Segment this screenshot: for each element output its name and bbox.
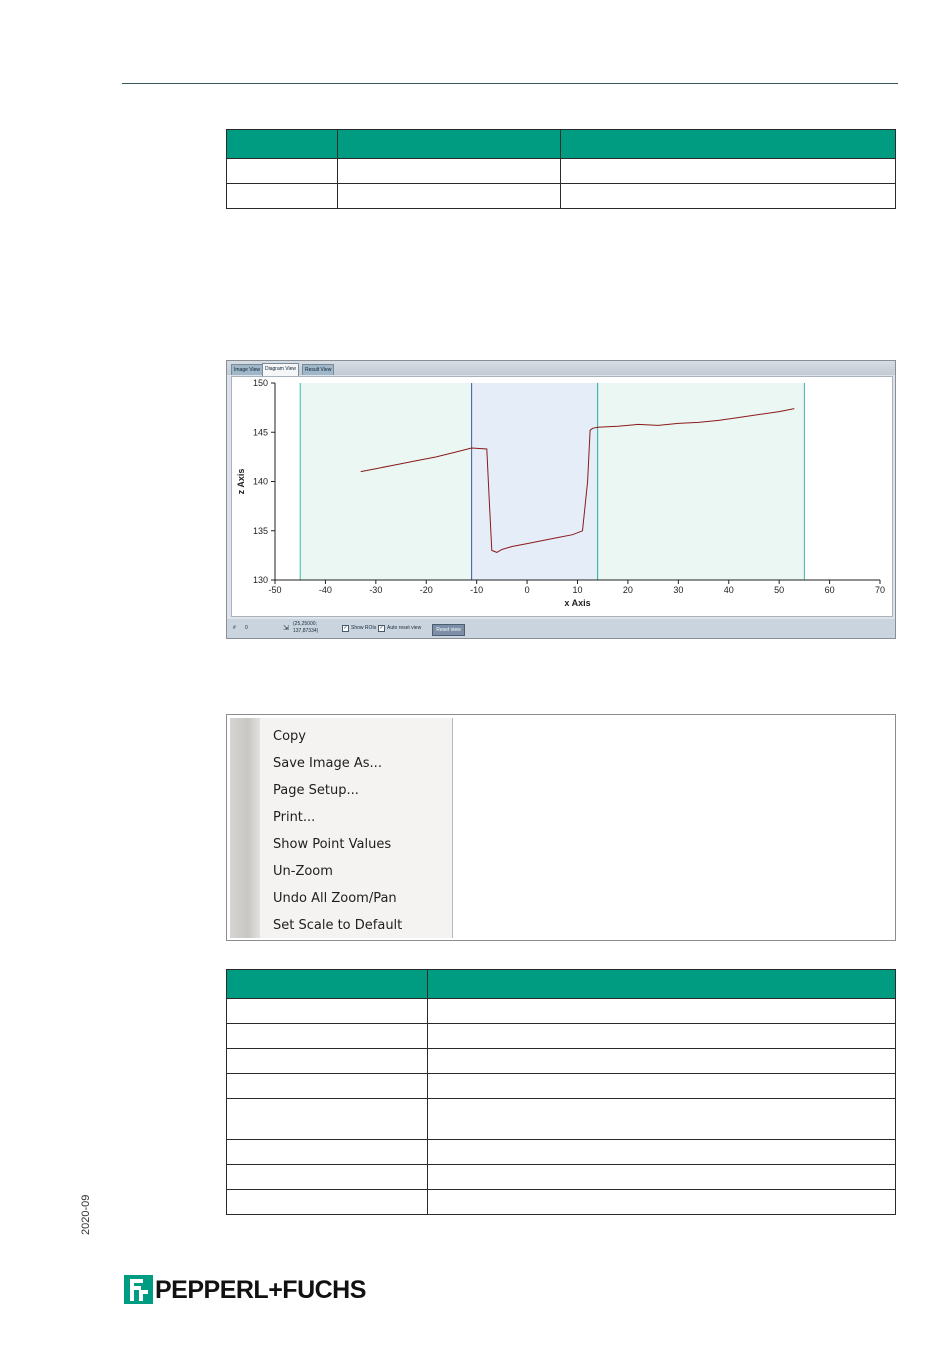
menu-item-un-zoom[interactable]: Un-Zoom bbox=[273, 864, 333, 879]
show-rois-label: Show ROIs bbox=[351, 625, 377, 631]
menu-icon-gutter bbox=[230, 718, 260, 938]
table-cell bbox=[227, 1074, 428, 1099]
table-cell bbox=[227, 184, 338, 209]
table-header-cell bbox=[227, 130, 338, 159]
diagram-view-screenshot bbox=[226, 360, 896, 639]
x-tick-label: -30 bbox=[369, 585, 383, 595]
x-tick-label: -50 bbox=[268, 585, 282, 595]
table-cell bbox=[428, 1140, 896, 1165]
x-tick-label: 40 bbox=[723, 585, 734, 595]
table-row bbox=[227, 1190, 896, 1215]
profile-chart[interactable] bbox=[232, 377, 892, 616]
menu-item-print[interactable]: Print... bbox=[273, 810, 316, 825]
coords-line2: 137,87334) bbox=[293, 628, 319, 634]
auto-reset-label: Auto reset view bbox=[387, 625, 422, 631]
table-header-row bbox=[227, 970, 896, 999]
menu-item-show-point-values[interactable]: Show Point Values bbox=[273, 837, 392, 852]
table-row bbox=[227, 999, 896, 1024]
x-tick-label: 20 bbox=[622, 585, 633, 595]
parameter-table-bottom bbox=[226, 969, 896, 1215]
x-tick-label: -20 bbox=[419, 585, 433, 595]
status-bar bbox=[227, 619, 895, 638]
roi-region-0 bbox=[300, 383, 471, 580]
x-tick-label: -10 bbox=[470, 585, 484, 595]
menu-item-save-image-as[interactable]: Save Image As... bbox=[273, 756, 382, 771]
x-tick-label: 30 bbox=[673, 585, 684, 595]
tab-bar bbox=[227, 361, 895, 375]
coords-line1: (25,25000; bbox=[293, 621, 317, 627]
x-tick-label: 0 bbox=[524, 585, 530, 595]
x-tick-label: 70 bbox=[874, 585, 886, 595]
table-cell bbox=[227, 1024, 428, 1049]
menu-item-copy[interactable]: Copy bbox=[273, 729, 306, 744]
table-cell bbox=[227, 1165, 428, 1190]
header-rule bbox=[122, 83, 898, 84]
table-cell bbox=[428, 1024, 896, 1049]
parameter-table-top bbox=[226, 129, 896, 209]
y-axis-title: z Axis bbox=[236, 468, 246, 495]
x-tick-label: 10 bbox=[572, 585, 583, 595]
table-cell bbox=[227, 1140, 428, 1165]
x-tick-label: 60 bbox=[824, 585, 835, 595]
cursor-icon: ⇲ bbox=[283, 625, 289, 632]
table-header-cell bbox=[338, 130, 561, 159]
table-cell bbox=[428, 1190, 896, 1215]
table-cell bbox=[428, 1099, 896, 1140]
menu-item-set-scale-default[interactable]: Set Scale to Default bbox=[273, 918, 403, 933]
table-cell bbox=[227, 1099, 428, 1140]
table-row bbox=[227, 1140, 896, 1165]
roi-region-1 bbox=[472, 383, 598, 580]
table-row bbox=[227, 1024, 896, 1049]
table-cell bbox=[561, 184, 896, 209]
y-tick-label: 145 bbox=[252, 427, 268, 438]
tab-diagram-view[interactable]: Diagram View bbox=[262, 363, 299, 376]
menu-item-page-setup[interactable]: Page Setup... bbox=[273, 783, 359, 798]
brand-name: PEPPERL+FUCHS bbox=[155, 1276, 366, 1304]
x-axis-title: x Axis bbox=[564, 598, 591, 608]
point-count: 0 bbox=[245, 625, 248, 631]
table-header-cell bbox=[227, 970, 428, 999]
table-row bbox=[227, 1074, 896, 1099]
table-header-cell bbox=[561, 130, 896, 159]
table-row bbox=[227, 184, 896, 209]
x-tick-label: -40 bbox=[318, 585, 332, 595]
table-cell bbox=[428, 1049, 896, 1074]
reset-view-button[interactable]: Reset view bbox=[432, 624, 465, 636]
table-cell bbox=[428, 1165, 896, 1190]
table-cell bbox=[428, 999, 896, 1024]
table-cell bbox=[227, 1049, 428, 1074]
table-row bbox=[227, 1099, 896, 1140]
hash-label: # bbox=[233, 625, 236, 631]
auto-reset-checkbox[interactable]: ✓ bbox=[379, 625, 384, 631]
table-header-row bbox=[227, 130, 896, 159]
table-header-cell bbox=[428, 970, 896, 999]
y-tick-label: 150 bbox=[252, 378, 268, 388]
table-cell bbox=[227, 159, 338, 184]
y-tick-label: 130 bbox=[252, 575, 268, 585]
context-menu bbox=[230, 718, 453, 938]
brand-mark-icon bbox=[124, 1275, 153, 1304]
publication-date: 2020-09 bbox=[80, 1194, 92, 1235]
table-cell bbox=[227, 999, 428, 1024]
context-menu-screenshot bbox=[226, 714, 896, 941]
tab-image-view[interactable]: Image View bbox=[231, 364, 263, 375]
table-row bbox=[227, 1049, 896, 1074]
menu-item-undo-all-zoom-pan[interactable]: Undo All Zoom/Pan bbox=[273, 891, 397, 906]
y-tick-label: 140 bbox=[252, 476, 268, 487]
show-rois-checkbox[interactable]: ✓ bbox=[343, 625, 348, 631]
table-row bbox=[227, 159, 896, 184]
y-tick-label: 135 bbox=[252, 525, 268, 536]
table-cell bbox=[428, 1074, 896, 1099]
x-tick-label: 50 bbox=[774, 585, 785, 595]
table-row bbox=[227, 1165, 896, 1190]
table-cell bbox=[338, 159, 561, 184]
table-cell bbox=[338, 184, 561, 209]
tab-result-view[interactable]: Result View bbox=[302, 364, 334, 375]
table-cell bbox=[561, 159, 896, 184]
plot-area[interactable] bbox=[231, 376, 893, 617]
table-cell bbox=[227, 1190, 428, 1215]
